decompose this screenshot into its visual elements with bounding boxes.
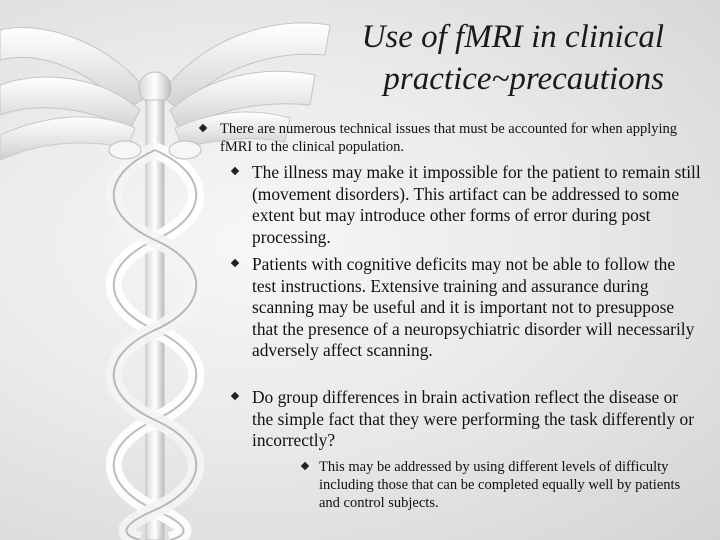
- bullet-level2-cognitive-deficits: Patients with cognitive deficits may not be able to follow the test instructions. Extensive training and assurance during scanning may be useful and it is important not to presuppose that the presence of a neuropsychiatric disorder will necessarily adversely affect scanning.: [232, 254, 702, 362]
- bullet-level2-movement: The illness may make it impossible for the patient to remain still (movement disorders). This artifact can be addressed to some extent but may introduce other forms of error during post processing.: [232, 162, 702, 248]
- diamond-bullet-icon: [231, 167, 239, 175]
- bullet-level1-technical-issues: There are numerous technical issues that must be accounted for when applying fMRI to the clinical population.: [200, 120, 700, 156]
- diamond-bullet-icon: [301, 462, 309, 470]
- diamond-bullet-icon: [231, 392, 239, 400]
- slide-title-line-1: Use of fMRI in clinical: [361, 19, 664, 55]
- bullet-level3-difficulty-levels: This may be addressed by using different levels of difficulty including those that can be completed equally well by patients and control subjects.: [302, 458, 702, 512]
- slide-title-line-2: practice~precautions: [383, 61, 664, 97]
- diamond-bullet-icon: [231, 259, 239, 267]
- bullet-level2-group-differences: Do group differences in brain activation reflect the disease or the simple fact that they were performing the task differently or incorrectly?: [232, 387, 702, 452]
- diamond-bullet-icon: [199, 124, 207, 132]
